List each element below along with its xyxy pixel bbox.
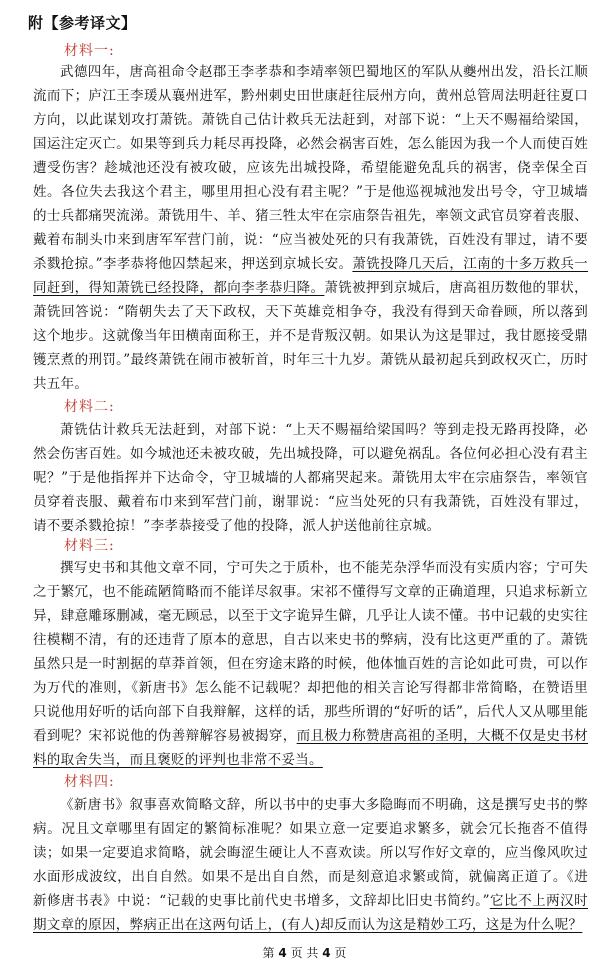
material-4-underlined-sentence: 它比不上两汉时期文章的原因，弊病正出在这两句话上，(有人)却反而认为这是精妙工巧，这是为什么呢？ bbox=[33, 893, 588, 933]
footer-prefix: 第 bbox=[262, 946, 275, 960]
footer-suffix: 页 bbox=[334, 946, 347, 960]
material-4-text: 《新唐书》叙事喜欢简略文辞，所以书中的史事大多隐晦而不明确，这是撰写史书的弊病。况且文章哪里有固定的繁简标准呢？如果立意一定要追求繁多，就会冗长拖沓不值得读；如果一定要追求简略，就会晦涩生硬让人不喜欢读。所以写作好文章的，应当像风吹过水面形成波纹，出自自然。如果不是出自自然，而是刻意追求繁或简，就偏离正道了。《进新修唐书表》中说：“记载的史事比前代史书增多，文辞却比旧史书简约。” bbox=[33, 797, 588, 909]
material-3-text: 撰写史书和其他文章不同，宁可失之于质朴，也不能芜杂浮华而没有实质内容；宁可失之于繁冗，也不能疏陋简略而不能详尽叙事。宋祁不懂得写文章的正确道理，只追求标新立异，肆意雕琢删减，毫无顾忌，以至于文字诡异生僻，几乎让人读不懂。书中记载的史实往往模糊不清，有的还违背了原本的意思，自古以来史书的弊病，没有比这更严重的了。萧铣虽然只是一时割据的草莽首领，但在穷途末路的时候，他体恤百姓的言论如此可贵，可以作为万代的准则，《新唐书》怎么能不记载呢？却把他的相关言论写得都非常简略，在赞语里只说他用好听的话向部下自我辩解，这样的话，那些所谓的“好听的话”，后代人又从哪里能看到呢？宋祁说他的伪善辩解容易被揭穿， bbox=[33, 560, 588, 744]
material-1-underlined-sentence: 萧铣投降几天后，江南的十多万救兵一同赶到，得知萧铣已经投降，都向李孝恭归降。 bbox=[33, 256, 588, 296]
material-1-text-b: 萧铣被押到京城后，唐高祖历数他的罪状，萧铣回答说：“隋朝失去了天下政权，天下英雄竞相争夺，我没有得到天命眷顾，所以落到这个地步。这就像当年田横南面称王，并不是背叛汉朝。如果认为这是罪过，我甘愿接受鼎镬烹煮的刑罚。”最终萧铣在闹市被斩首，时年三十九岁。萧铣从最初起兵到政权灭亡，历时共五年。 bbox=[33, 280, 588, 392]
footer-total-pages: 4 bbox=[322, 946, 331, 960]
material-2-paragraph bbox=[33, 418, 588, 538]
section-heading: 附【参考译文】 bbox=[28, 14, 137, 32]
material-1-text-a: 武德四年，唐高祖命令赵郡王李孝恭和李靖率领巴蜀地区的军队从夔州出发，沿长江顺流而下；庐江王李瑗从襄州进军，黔州刺史田世康赶往辰州方向，黄州总管周法明赶往夏口方向，以此谋划攻打萧铣。萧铣自己估计救兵无法赶到，对部下说：“上天不赐福给梁国，国运注定灭亡。如果等到兵力耗尽再投降，必然会祸害百姓，怎么能因为我一个人而使百姓遭受伤害？趁城池还没有被攻破，应该先出城投降，希望能避免乱兵的祸害，侥幸保全百姓。各位失去我这个君主，哪里用担心没有君主呢？”于是他巡视城池发出号令，守卫城墙的士兵都痛哭流涕。萧铣用牛、羊、猪三牲太牢在宗庙祭告祖先，率领文武官员穿着丧服、戴着布制头巾来到唐军军营门前，说：“应当被处死的只有我萧铣，百姓没有罪过，请不要杀戮抢掠。”李孝恭将他囚禁起来，押送到京城长安。 bbox=[33, 64, 588, 272]
material-1-label: 材料一: bbox=[64, 43, 115, 59]
material-4-label: 材料四: bbox=[64, 774, 115, 790]
material-2-label: 材料二: bbox=[64, 399, 115, 415]
material-4-paragraph bbox=[33, 793, 588, 937]
footer-middle: 页 共 bbox=[290, 946, 319, 960]
material-3-paragraph bbox=[33, 556, 588, 772]
material-3-label: 材料三: bbox=[64, 538, 115, 554]
material-1-paragraph bbox=[33, 60, 588, 396]
footer-page-number: 4 bbox=[278, 946, 287, 960]
page-footer bbox=[0, 944, 609, 961]
material-2-text: 萧铣估计救兵无法赶到，对部下说：“上天不赐福给梁国吗？等到走投无路再投降，必然会伤害百姓。如今城池还未被攻破，先出城投降，可以避免祸乱。各位何必担心没有君主呢？”于是他指挥并下达命令，守卫城墙的人都痛哭起来。萧铣用太牢在宗庙祭告，率领官员穿着丧服、戴着布巾来到军营门前，谢罪说：“应当处死的只有我萧铣，百姓没有罪过，请不要杀戮抢掠！”李孝恭接受了他的投降，派人护送他前往京城。 bbox=[33, 422, 588, 534]
material-3-underlined-sentence: 而且极力称赞唐高祖的圣明，大概不仅是史书材料的取舍失当，而且褒贬的评判也非常不妥当。 bbox=[33, 728, 588, 768]
